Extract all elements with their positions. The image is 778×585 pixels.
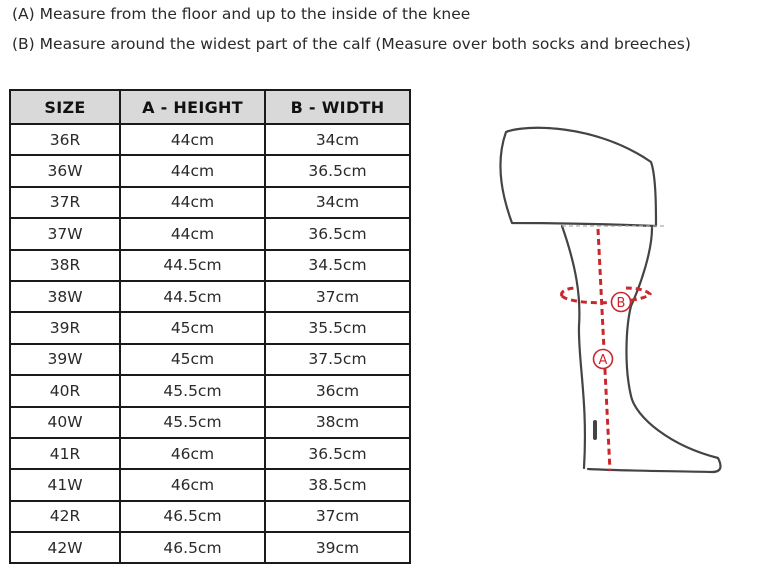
table-row bbox=[10, 344, 410, 375]
cell-size: 40W bbox=[10, 407, 120, 438]
cell-height: 46.5cm bbox=[120, 501, 265, 532]
table-row bbox=[10, 155, 410, 186]
table-row bbox=[10, 250, 410, 281]
cell-height: 45.5cm bbox=[120, 375, 265, 406]
header-size: SIZE bbox=[10, 90, 120, 124]
cell-width: 39cm bbox=[265, 532, 410, 563]
cell-height: 46cm bbox=[120, 438, 265, 469]
cell-size: 36R bbox=[10, 124, 120, 155]
cell-height: 46cm bbox=[120, 469, 265, 500]
cell-size: 41R bbox=[10, 438, 120, 469]
table-row bbox=[10, 187, 410, 218]
cell-width: 34cm bbox=[265, 124, 410, 155]
table-row bbox=[10, 312, 410, 343]
table-row bbox=[10, 438, 410, 469]
cell-size: 36W bbox=[10, 155, 120, 186]
cell-width: 38cm bbox=[265, 407, 410, 438]
cell-size: 41W bbox=[10, 469, 120, 500]
cell-height: 44cm bbox=[120, 218, 265, 249]
table-row bbox=[10, 469, 410, 500]
cell-width: 36cm bbox=[265, 375, 410, 406]
table-row bbox=[10, 375, 410, 406]
size-chart-table bbox=[9, 89, 411, 564]
instruction-a: (A) Measure from the floor and up to the inside of the knee bbox=[12, 5, 471, 23]
cell-height: 44.5cm bbox=[120, 281, 265, 312]
table-row bbox=[10, 124, 410, 155]
instruction-b: (B) Measure around the widest part of the calf (Measure over both socks and breeches) bbox=[12, 35, 691, 53]
cell-height: 44cm bbox=[120, 155, 265, 186]
cell-height: 45cm bbox=[120, 312, 265, 343]
cell-size: 42R bbox=[10, 501, 120, 532]
leg-measurement-diagram bbox=[486, 126, 726, 476]
cell-size: 38W bbox=[10, 281, 120, 312]
cell-width: 36.5cm bbox=[265, 218, 410, 249]
leg-outline-illustration bbox=[500, 128, 720, 472]
cell-size: 37W bbox=[10, 218, 120, 249]
cell-height: 45cm bbox=[120, 344, 265, 375]
cell-width: 34cm bbox=[265, 187, 410, 218]
marker-b-label: B bbox=[616, 296, 626, 311]
table-row bbox=[10, 281, 410, 312]
cell-height: 44.5cm bbox=[120, 250, 265, 281]
cell-width: 36.5cm bbox=[265, 438, 410, 469]
cell-size: 39R bbox=[10, 312, 120, 343]
table-row bbox=[10, 407, 410, 438]
cell-size: 38R bbox=[10, 250, 120, 281]
header-width: B - WIDTH bbox=[265, 90, 410, 124]
marker-a-circle bbox=[594, 350, 613, 369]
measurement-markers bbox=[562, 226, 666, 471]
table-row bbox=[10, 532, 410, 563]
cell-height: 45.5cm bbox=[120, 407, 265, 438]
cell-width: 35.5cm bbox=[265, 312, 410, 343]
measurement-instructions bbox=[12, 4, 778, 64]
size-chart-body bbox=[10, 124, 410, 563]
size-chart-container bbox=[9, 89, 411, 564]
cell-width: 38.5cm bbox=[265, 469, 410, 500]
cell-width: 36.5cm bbox=[265, 155, 410, 186]
cell-height: 44cm bbox=[120, 124, 265, 155]
cell-height: 44cm bbox=[120, 187, 265, 218]
cell-size: 42W bbox=[10, 532, 120, 563]
cell-width: 34.5cm bbox=[265, 250, 410, 281]
table-row bbox=[10, 501, 410, 532]
table-row bbox=[10, 218, 410, 249]
cell-size: 37R bbox=[10, 187, 120, 218]
header-height: A - HEIGHT bbox=[120, 90, 265, 124]
cell-width: 37cm bbox=[265, 281, 410, 312]
cell-size: 40R bbox=[10, 375, 120, 406]
cell-width: 37.5cm bbox=[265, 344, 410, 375]
table-header-row bbox=[10, 90, 410, 124]
marker-a-label: A bbox=[598, 353, 608, 368]
marker-b-circle bbox=[612, 293, 631, 312]
cell-size: 39W bbox=[10, 344, 120, 375]
cell-width: 37cm bbox=[265, 501, 410, 532]
cell-height: 46.5cm bbox=[120, 532, 265, 563]
